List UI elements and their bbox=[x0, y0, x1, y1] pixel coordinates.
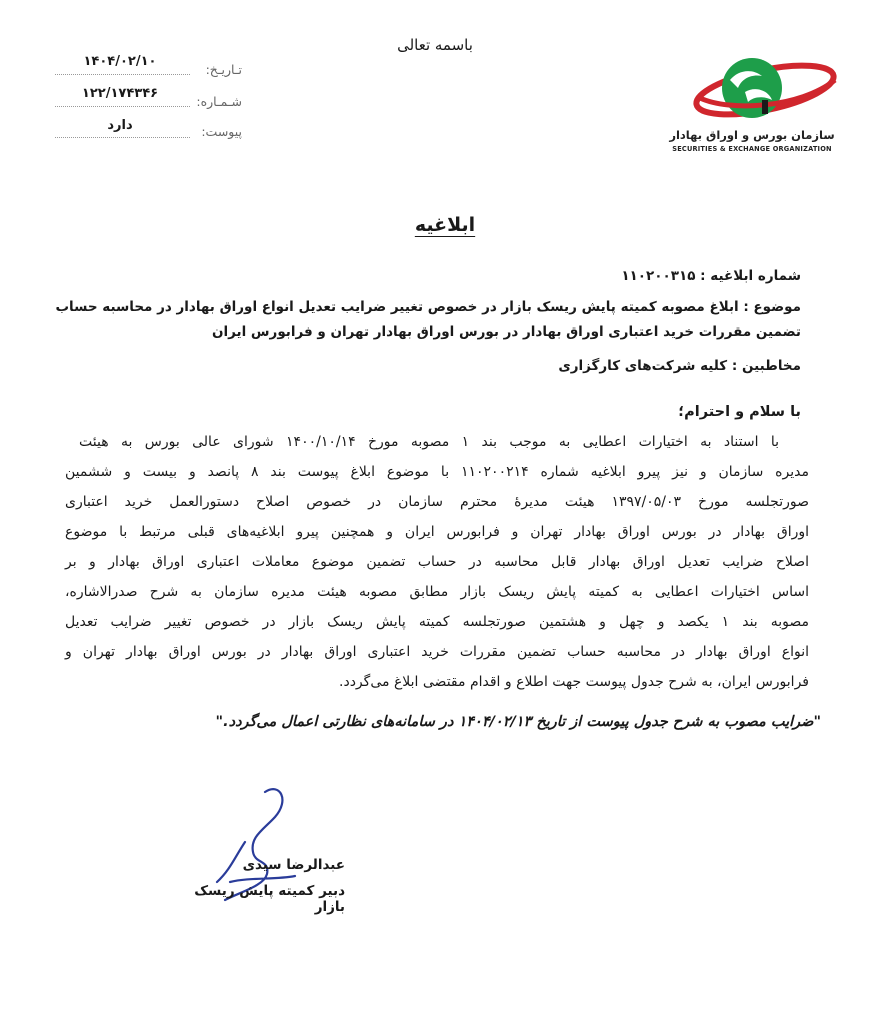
body-line: اصلاح ضرایب تعدیل اوراق بهادار قابل محاسبه در حساب تضمین موضوع معاملات اعتباری اوراق بهادار و بر bbox=[65, 554, 809, 570]
signer-title: دبیر کمیته پایش ریسک بازار bbox=[194, 883, 345, 915]
body-line: اساس اختیارات اعطایی به کمیته پایش ریسک بازار مطابق مصوبه هیئت مدیره سازمان به شرح صدرالاشاره، bbox=[65, 584, 809, 600]
body-line: انواع اوراق بهادار در محاسبه حساب تضمین مقررات خرید اعتباری اوراق بهادار در بورس اوراق بهادار تهران و bbox=[65, 644, 809, 660]
bismillah-heading: باسمه تعالی bbox=[397, 36, 473, 54]
number-value: ۱۲۲/۱۷۴۳۴۶ bbox=[81, 86, 159, 101]
subject-line-1: موضوع : ابلاغ مصوبه کمیته پایش ریسک بازار در خصوص تغییر ضرایب تعدیل انواع اوراق بهادار در محاسبه حساب bbox=[55, 299, 801, 315]
attachment-label: پیوست: bbox=[201, 124, 242, 139]
body-line: فرابورس ایران، به شرح جدول پیوست جهت اطلاع و اقدام مقتضی ابلاغ می‌گردد. bbox=[339, 674, 809, 690]
attachment-value: دارد bbox=[107, 118, 133, 133]
seo-logo-icon bbox=[690, 50, 840, 160]
body-line: اوراق بهادار در بورس اوراق بهادار تهران و فرابورس ایران و همچنین پیرو ابلاغیه‌های قبلی مرتبط با موضوع bbox=[65, 524, 809, 540]
organization-name-fa: سازمان بورس و اوراق بهادار bbox=[669, 128, 835, 142]
document-title: ابلاغیه bbox=[414, 214, 476, 236]
date-label: تـاریـخ: bbox=[205, 62, 242, 77]
greeting: با سلام و احترام؛ bbox=[678, 404, 801, 420]
attachment-underline bbox=[55, 136, 190, 138]
number-label: شـمـاره: bbox=[196, 94, 242, 109]
signer-name: عبدالرضا سیدی bbox=[242, 857, 345, 873]
date-value: ۱۴۰۴/۰۲/۱۰ bbox=[83, 54, 157, 69]
number-underline bbox=[55, 105, 190, 107]
subject-line-2: تضمین مقررات خرید اعتباری اوراق بهادار در بورس اوراق بهادار تهران و فرابورس ایران bbox=[211, 324, 801, 340]
body-line: مدیره سازمان و نیز پیرو ابلاغیه شماره ۱۱۰۲۰۰۲۱۴ با موضوع ابلاغ پیوست بند ۸ پانصد و بیست و ششمین bbox=[65, 464, 809, 480]
body-line: مصوبه بند ۱ یکصد و چهل و هشتمین صورتجلسه کمیته پایش ریسک بازار در خصوص تغییر ضرایب تعدیل bbox=[65, 614, 809, 630]
date-underline bbox=[55, 73, 190, 75]
body-line: با استناد به اختیارات اعطایی به موجب بند ۱ مصوبه مورخ ۱۴۰۰/۱۰/۱۴ شورای عالی بورس به هیئت bbox=[79, 434, 780, 450]
organization-name-en: SECURITIES & EXCHANGE ORGANIZATION bbox=[672, 145, 832, 153]
effective-date-note: "ضرایب مصوب به شرح جدول پیوست از تاریخ ۱۴۰۴/۰۲/۱۳ در سامانه‌های نظارتی اعمال می‌گردد." bbox=[215, 714, 821, 730]
recipients: مخاطبین : کلیه شرکت‌های کارگزاری bbox=[558, 358, 801, 374]
body-line: صورتجلسه مورخ ۱۳۹۷/۰۵/۰۳ هیئت مدیرهٔ محترم سازمان در خصوص اصلاح دستورالعمل خرید اعتباری bbox=[65, 494, 810, 510]
notice-number: شماره ابلاغیه : ۱۱۰۲۰۰۳۱۵ bbox=[621, 268, 801, 284]
